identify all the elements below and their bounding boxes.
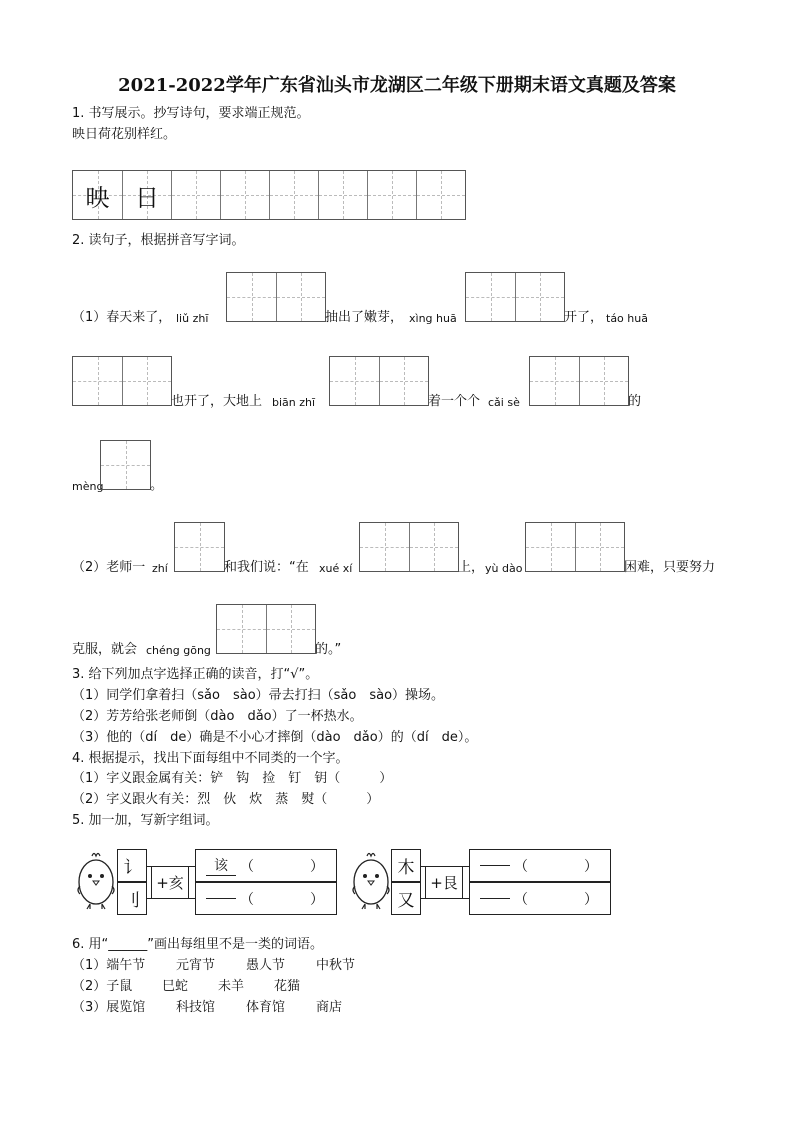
q3-item-1: （1）同学们拿着扫（sǎo sào）帚去打扫（sǎo sào）操场。 <box>72 688 445 703</box>
q2-s1-text-c: 开了， <box>564 310 604 325</box>
answer-grid-taohua[interactable] <box>72 356 172 406</box>
answer-grid-yudao[interactable] <box>525 522 625 572</box>
answer-grid-bianzhi[interactable] <box>329 356 429 406</box>
writing-cell[interactable] <box>266 605 315 653</box>
q6-word[interactable]: （3）展览馆 <box>72 1000 146 1015</box>
q6-row-3 <box>72 1000 386 1016</box>
q6-word[interactable]: 科技馆 <box>176 1000 216 1015</box>
q6-word[interactable]: （1）端午节 <box>72 958 146 973</box>
answer-blank <box>480 898 510 899</box>
q2-s1-text-g: 。 <box>150 478 164 493</box>
q6-word[interactable]: 商店 <box>316 1000 343 1015</box>
radical-box-bottom <box>391 882 421 915</box>
chick-illustration-icon <box>76 850 116 910</box>
q2-s1-text-b: 抽出了嫩芽， <box>325 310 404 325</box>
q6-word[interactable]: 花猫 <box>274 979 301 994</box>
q6-word[interactable]: 未羊 <box>218 979 245 994</box>
writing-cell[interactable] <box>175 523 224 571</box>
q2-s2-text-b: 和我们说：“在 <box>224 560 309 575</box>
q6-word[interactable]: （2）子鼠 <box>72 979 133 994</box>
q6-row-2 <box>72 979 330 995</box>
q2-s1-text-d: 也开了，大地上 <box>171 394 263 409</box>
add-component-label: +亥 <box>156 874 184 892</box>
chick-illustration-icon <box>351 850 391 910</box>
grid-char: 映 <box>85 183 110 212</box>
answer-grid-chenggong[interactable] <box>216 604 316 654</box>
word-paren: （ ） <box>514 858 598 875</box>
q4-item-2: （2）字义跟火有关：烈 伙 炊 蒸 熨（ ） <box>72 792 380 807</box>
q2-s1-text-f: 的 <box>628 394 642 409</box>
writing-cell[interactable] <box>220 171 269 219</box>
writing-cell[interactable] <box>466 273 515 321</box>
q2-s1-text-e: 着一个个 <box>428 394 481 409</box>
word-paren: （ ） <box>240 858 324 875</box>
q1-poem: 映日荷花别样红。 <box>72 127 177 142</box>
page-title: 2021-2022学年广东省汕头市龙湖区二年级下册期末语文真题及答案 <box>118 75 676 96</box>
writing-cell[interactable] <box>227 273 276 321</box>
writing-cell[interactable] <box>122 171 171 219</box>
q6-row-1 <box>72 958 386 974</box>
writing-cell[interactable] <box>269 171 318 219</box>
q2-s2-text-a: （2）老师一 <box>72 560 146 575</box>
writing-cell[interactable] <box>217 605 266 653</box>
answer-grid-liuzhi[interactable] <box>226 272 326 322</box>
answer-grid-xuexi[interactable] <box>359 522 459 572</box>
radical-label: 木 <box>397 858 415 878</box>
answer-box-4[interactable] <box>469 882 611 915</box>
answer-box-1[interactable] <box>195 849 337 882</box>
pinyin-xinghua: xìng huā <box>409 312 457 325</box>
writing-cell[interactable] <box>101 441 150 489</box>
pinyin-chenggong: chéng gōng <box>146 644 211 657</box>
q3-heading: 3. 给下列加点字选择正确的读音，打“√”。 <box>72 667 319 682</box>
q3-item-3: （3）他的（dí de）确是不小心才摔倒（dào dǎo）的（dí de）。 <box>72 730 478 745</box>
pinyin-zhi: zhí <box>152 562 168 575</box>
grid-char: 日 <box>135 183 159 212</box>
writing-cell[interactable] <box>360 523 409 571</box>
answer-grid-caise[interactable] <box>529 356 629 406</box>
q3-item-2: （2）芳芳给张老师倒（dào dǎo）了一杯热水。 <box>72 709 363 724</box>
q4-item-1: （1）字义跟金属有关：铲 钩 捡 钉 钥（ ） <box>72 771 393 786</box>
q2-s2-text-d: 困难，只要努力 <box>624 560 716 575</box>
writing-cell[interactable] <box>530 357 579 405</box>
pinyin-xuexi: xué xí <box>319 562 353 575</box>
answer-char: 该 <box>206 855 236 876</box>
pinyin-liuzhi: liǔ zhī <box>176 312 209 325</box>
answer-blank <box>480 865 510 866</box>
pinyin-meng: mèng <box>72 480 104 493</box>
writing-cell[interactable] <box>318 171 367 219</box>
answer-grid-xinghua[interactable] <box>465 272 565 322</box>
word-paren: （ ） <box>514 891 598 908</box>
q2-s2-text-f: 的。” <box>315 642 342 657</box>
q6-word[interactable]: 体育馆 <box>246 1000 286 1015</box>
q6-word[interactable]: 愚人节 <box>246 958 286 973</box>
writing-cell[interactable] <box>73 171 122 219</box>
q1-heading: 1. 书写展示。抄写诗句，要求端正规范。 <box>72 106 310 121</box>
pinyin-taohua: táo huā <box>606 312 648 325</box>
q2-s2-text-c: 上， <box>458 560 485 575</box>
answer-blank <box>206 898 236 899</box>
radical-box-bottom <box>117 882 147 915</box>
q6-word[interactable]: 中秋节 <box>316 958 356 973</box>
radical-box-top <box>391 849 421 882</box>
writing-cell[interactable] <box>171 171 220 219</box>
radical-box-top <box>117 849 147 882</box>
q1-writing-grid[interactable] <box>72 170 466 220</box>
word-paren: （ ） <box>240 891 324 908</box>
q5-heading: 5. 加一加，写新字组词。 <box>72 813 219 828</box>
answer-grid-zhi[interactable] <box>174 522 225 572</box>
pinyin-caise: cǎi sè <box>488 396 520 409</box>
answer-box-2[interactable] <box>195 882 337 915</box>
writing-cell[interactable] <box>515 273 564 321</box>
add-component-box <box>425 866 463 899</box>
q6-heading: 6. 用“______”画出每组里不是一类的词语。 <box>72 937 324 952</box>
writing-cell[interactable] <box>330 357 379 405</box>
writing-cell[interactable] <box>379 357 428 405</box>
add-component-box <box>151 866 189 899</box>
writing-cell[interactable] <box>409 523 458 571</box>
writing-cell[interactable] <box>526 523 575 571</box>
q2-s2-text-e: 克服，就会 <box>72 642 138 657</box>
writing-cell[interactable] <box>579 357 628 405</box>
q2-heading: 2. 读句子，根据拼音写字词。 <box>72 233 245 248</box>
pinyin-yudao: yù dào <box>485 562 523 575</box>
pinyin-bianzhi: biān zhī <box>272 396 316 409</box>
radical-label: 刂 <box>123 891 141 911</box>
answer-box-3[interactable] <box>469 849 611 882</box>
answer-grid-meng[interactable] <box>100 440 151 490</box>
add-component-label: +艮 <box>430 874 458 892</box>
q2-s1-text-a: （1）春天来了， <box>72 310 172 325</box>
q4-heading: 4. 根据提示，找出下面每组中不同类的一个字。 <box>72 751 349 766</box>
writing-cell[interactable] <box>73 357 122 405</box>
q6-word[interactable]: 元宵节 <box>176 958 216 973</box>
radical-label: 又 <box>397 891 415 911</box>
writing-cell[interactable] <box>367 171 416 219</box>
q6-word[interactable]: 巳蛇 <box>162 979 189 994</box>
radical-label: 讠 <box>123 858 141 878</box>
writing-cell[interactable] <box>575 523 624 571</box>
writing-cell[interactable] <box>276 273 325 321</box>
writing-cell[interactable] <box>122 357 171 405</box>
writing-cell[interactable] <box>416 171 465 219</box>
